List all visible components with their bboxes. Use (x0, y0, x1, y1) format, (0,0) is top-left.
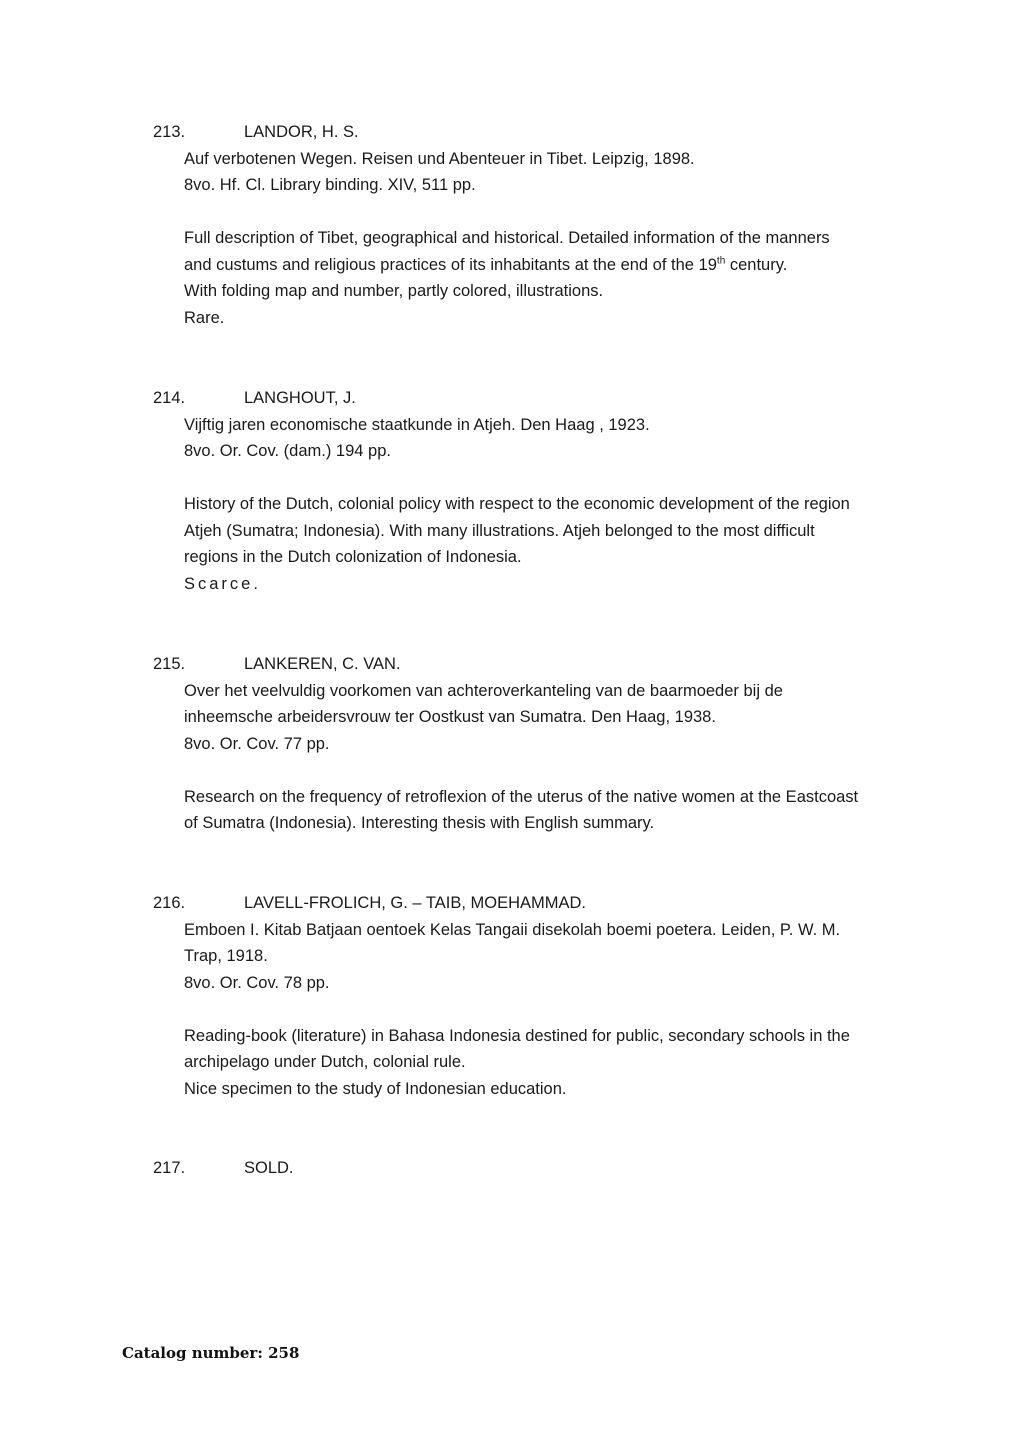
entry-description-line: regions in the Dutch colonization of Indonesia. (184, 548, 522, 566)
entry-status-sold: SOLD. (244, 1159, 294, 1177)
entry-format: 8vo. Or. Cov. 78 pp. (184, 973, 330, 992)
description-text: and custums and religious practices of its inhabitants at the end of the 19 (184, 255, 717, 274)
entry-author: LAVELL-FROLICH, G. – TAIB, MOEHAMMAD. (244, 894, 586, 912)
entry-title: Vijftig jaren economische staatkunde in Atjeh. Den Haag , 1923. (184, 415, 650, 434)
catalog-entry-213 (0, 119, 1024, 331)
entry-title: Auf verbotenen Wegen. Reisen und Abenteuer in Tibet. Leipzig, 1898. (184, 149, 695, 168)
entry-author: LANGHOUT, J. (244, 389, 356, 407)
entry-description-line (184, 252, 914, 279)
entry-note: Scarce. (184, 574, 261, 593)
catalog-entry-216 (0, 890, 1024, 1102)
entry-format: 8vo. Hf. Cl. Library binding. XIV, 511 pp. (184, 176, 476, 194)
entry-author: LANDOR, H. S. (244, 123, 359, 141)
entry-description-line: With folding map and number, partly colored, illustrations. (184, 282, 604, 300)
entry-description-line: Research on the frequency of retroflexion of the uterus of the native women at the Eastcoast (184, 787, 859, 806)
entry-number: 213. (153, 123, 186, 141)
entry-title: Over het veelvuldig voorkomen van achteroverkanteling van de baarmoeder bij de (184, 681, 783, 700)
entry-description-line: Nice specimen to the study of Indonesian education. (184, 1079, 567, 1098)
catalog-number-footer: Catalog number: 258 (122, 1344, 300, 1362)
catalog-entry-215 (0, 651, 1024, 837)
entry-description-line: Atjeh (Sumatra; Indonesia). With many illustrations. Atjeh belonged to the most difficult (184, 521, 815, 540)
catalog-entry-217 (0, 1155, 1024, 1182)
entry-description-line: History of the Dutch, colonial policy with respect to the economic development of the region (184, 495, 850, 513)
ordinal-superscript: th (716, 255, 726, 266)
catalog-entry-214 (0, 385, 1024, 597)
entry-description-line: Reading-book (literature) in Bahasa Indonesia destined for public, secondary schools in the (184, 1026, 850, 1045)
entry-author: LANKEREN, C. VAN. (244, 655, 401, 673)
entry-description-line: Full description of Tibet, geographical and historical. Detailed information of the manners (184, 229, 830, 247)
entry-title: inheemsche arbeidersvrouw ter Oostkust van Sumatra. Den Haag, 1938. (184, 708, 716, 726)
description-text: century. (725, 255, 788, 274)
entry-description-line: archipelago under Dutch, colonial rule. (184, 1053, 466, 1071)
entry-title: Emboen I. Kitab Batjaan oentoek Kelas Tangaii disekolah boemi poetera. Leiden, P. W. M. (184, 920, 841, 939)
entry-number: 214. (153, 389, 186, 407)
entry-format: 8vo. Or. Cov. 77 pp. (184, 734, 330, 753)
entry-number: 215. (153, 655, 186, 673)
entry-number: 216. (153, 894, 186, 912)
entry-description-line: of Sumatra (Indonesia). Interesting thesis with English summary. (184, 814, 655, 832)
entry-format: 8vo. Or. Cov. (dam.) 194 pp. (184, 442, 391, 460)
entry-number: 217. (153, 1159, 186, 1177)
entry-title: Trap, 1918. (184, 947, 268, 965)
entry-note: Rare. (184, 308, 225, 327)
